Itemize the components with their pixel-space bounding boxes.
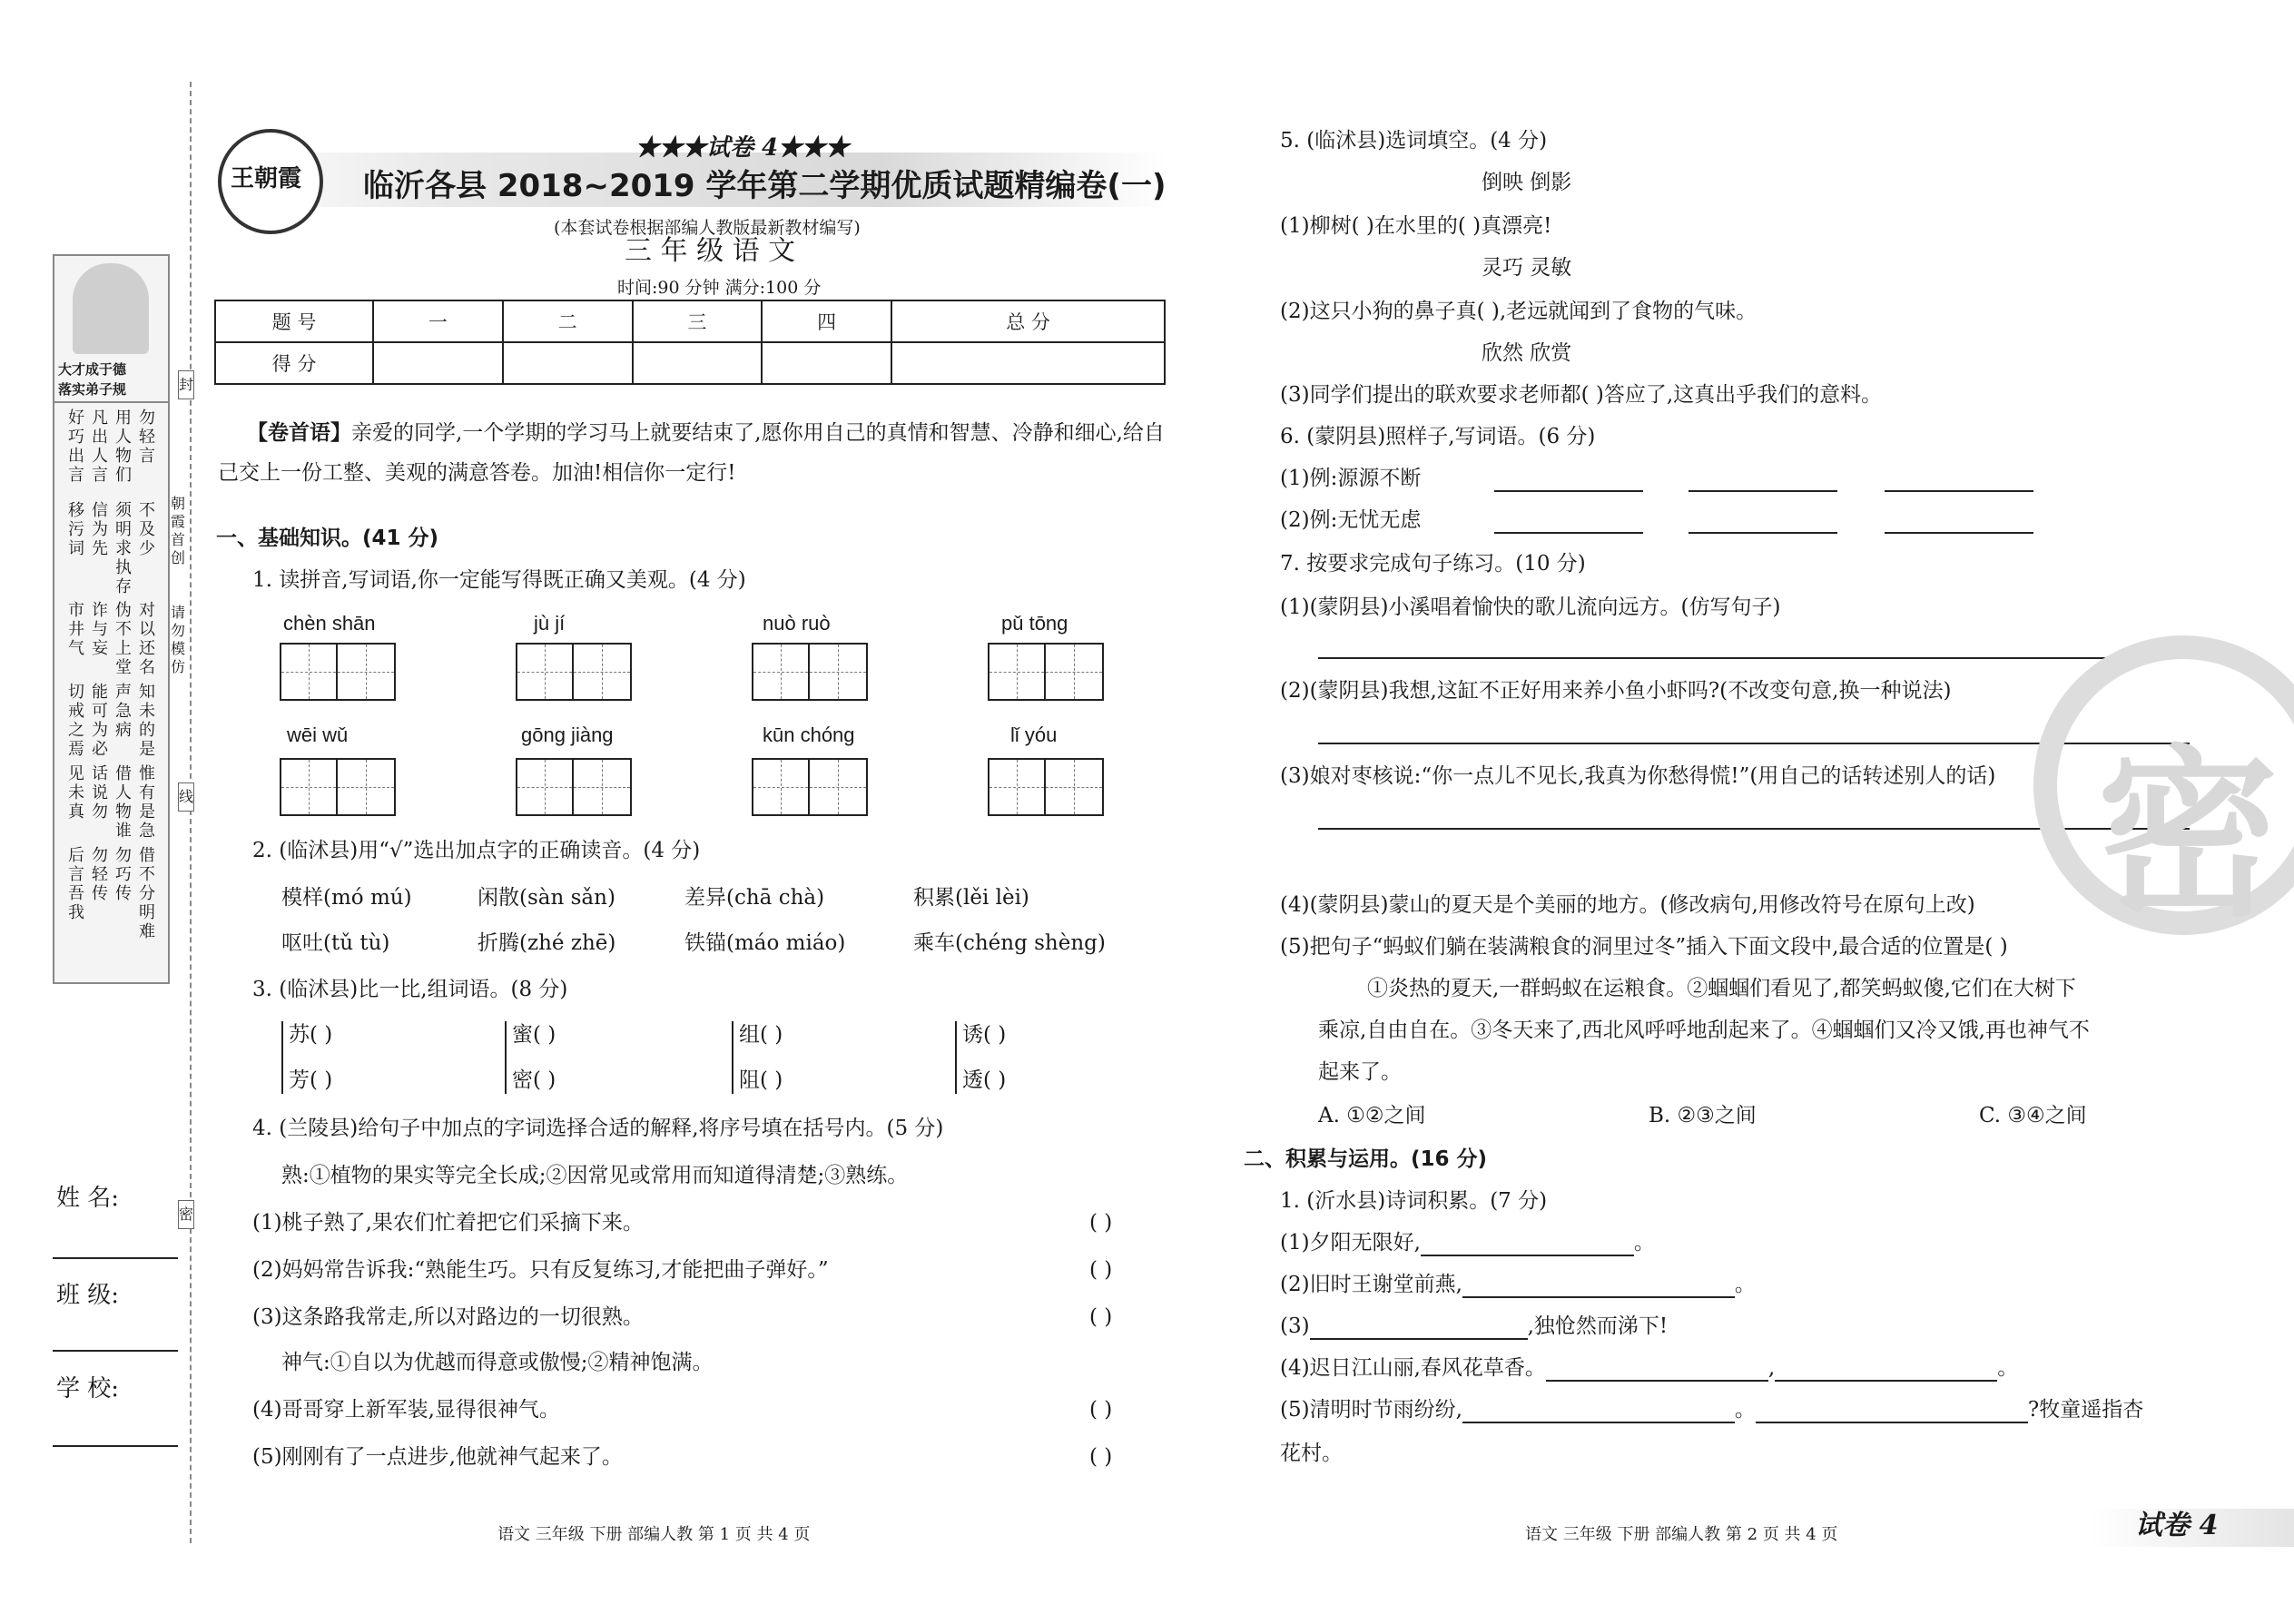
score-cell[interactable] [762, 342, 891, 384]
q6-example: (1)例:源源不断 [1280, 467, 1422, 490]
proverb-col: 后言吾我 [68, 846, 84, 922]
poem-line-3 [1280, 1313, 1668, 1340]
q2-option[interactable]: 模样(mó mú) [281, 886, 412, 910]
class-field[interactable] [53, 1350, 178, 1352]
tian-grid[interactable] [516, 643, 632, 701]
pinyin-label: pǔ tōng [1001, 612, 1068, 635]
tian-grid[interactable] [752, 643, 868, 701]
score-table [214, 300, 1166, 385]
q3-item[interactable]: 阻( ) [739, 1068, 783, 1092]
proverb-col: 借不分明难 [139, 846, 155, 941]
intro-label: 【卷首语】 [247, 420, 351, 445]
q5-sentence: (3)同学们提出的联欢要求老师都( )答应了,这真出乎我们的意料。 [1280, 383, 1883, 407]
poem-text: (2)旧时王谢堂前燕, [1280, 1273, 1462, 1296]
q3-item[interactable]: 蜜( ) [512, 1023, 556, 1047]
q4-item: (1)桃子熟了,果农们忙着把它们采摘下来。 [252, 1211, 644, 1235]
proverb-col: 移污词 [68, 501, 84, 558]
proverb-col: 用人物们 [115, 408, 132, 485]
q3-item[interactable]: 芳( ) [289, 1068, 333, 1092]
score-header: 四 [762, 300, 891, 342]
footer-left: 语文 三年级 下册 部编人教 第 1 页 共 4 页 [497, 1525, 811, 1544]
pinyin-label: gōng jiàng [521, 723, 614, 746]
poem-text: 。 [1734, 1398, 1756, 1422]
tian-grid[interactable] [988, 643, 1104, 701]
proverb-col: 凡出人言 [92, 408, 108, 485]
paper-number: ★★★试卷 4★★★ [635, 134, 850, 162]
q6-example: (2)例:无忧无虑 [1280, 508, 1422, 532]
q8-prompt: 1. (沂水县)诗词积累。(7 分) [1280, 1189, 1548, 1213]
pinyin-label: lǐ yóu [1010, 723, 1058, 746]
poem-line-1 [1280, 1229, 1655, 1256]
q6-answer-line[interactable] [1494, 490, 1643, 492]
proverb-col: 惟有是急 [139, 764, 155, 841]
answer-paren[interactable]: ( ) [1089, 1211, 1113, 1235]
score-header: 总 分 [891, 300, 1165, 342]
q4-prompt: 4. (兰陵县)给句子中加点的字词选择合适的解释,将序号填在括号内。(5 分) [252, 1117, 944, 1140]
q7-passage: 起来了。 [1318, 1060, 1402, 1084]
seal-note-1: 朝霞首创 [171, 495, 186, 566]
q7-passage: 乘凉,自由自在。③冬天来了,西北风呼呼地刮起来了。④蝈蝈们又冷又饿,再也神气不 [1318, 1019, 2090, 1042]
poem-text: 。 [1734, 1273, 1756, 1296]
q6-prompt: 6. (蒙阴县)照样子,写词语。(6 分) [1280, 425, 1596, 448]
mascot-image [73, 263, 149, 354]
q2-option[interactable]: 乘车(chéng shèng) [913, 931, 1106, 955]
q2-option[interactable]: 铁锚(máo miáo) [684, 931, 846, 955]
poem-text: (5)清明时节雨纷纷, [1280, 1398, 1462, 1422]
q4-item: (5)刚刚有了一点进步,他就神气起来了。 [252, 1445, 623, 1469]
q7-option[interactable]: B. ②③之间 [1649, 1104, 1757, 1127]
poem-line-4 [1280, 1354, 2018, 1382]
score-header: 题 号 [215, 300, 373, 342]
score-header: 二 [503, 300, 633, 342]
q7-answer-line[interactable] [1318, 657, 2190, 659]
q2-option[interactable]: 呕吐(tǔ tù) [281, 931, 390, 955]
poem-blank[interactable] [1462, 1422, 1735, 1423]
poem-blank[interactable] [1775, 1380, 1997, 1382]
intro-text: 亲爱的同学,一个学期的学习马上就要结束了,愿你用自己的真情和智慧、冷静和细心,给自 [351, 421, 1165, 445]
q3-prompt: 3. (临沭县)比一比,组词语。(8 分) [252, 978, 568, 1001]
logo-text: 王朝霞 [231, 165, 302, 192]
poem-blank[interactable] [1421, 1255, 1634, 1256]
footer-right: 语文 三年级 下册 部编人教 第 2 页 共 4 页 [1525, 1525, 1838, 1544]
proverb-col: 信为先 [92, 501, 108, 558]
intro-text-2: 己交上一份工整、美观的满意答卷。加油!相信你一定行! [218, 461, 736, 485]
q7-item: (5)把句子“蚂蚁们躺在装满粮食的洞里过冬”插入下面文段中,最合适的位置是( ) [1280, 935, 2008, 959]
section-1-heading: 一、基础知识。(41 分) [216, 527, 439, 550]
q5-choices: 欣然 欣赏 [1482, 341, 1572, 365]
q3-item[interactable]: 透( ) [962, 1068, 1007, 1092]
q4-item: (2)妈妈常告诉我:“熟能生巧。只有反复练习,才能把曲子弹好。” [252, 1258, 829, 1282]
q3-pair [732, 1021, 783, 1094]
proverb-col: 不及少 [139, 501, 155, 558]
proverb-col: 知未的是 [139, 683, 155, 759]
logo-emblem [218, 129, 323, 234]
tian-grid[interactable] [988, 758, 1104, 816]
q3-item[interactable]: 诱( ) [962, 1023, 1007, 1047]
q3-pair [281, 1021, 332, 1094]
q4-item: (4)哥哥穿上新军装,显得很神气。 [252, 1398, 560, 1422]
q3-pair [505, 1021, 556, 1094]
q7-option[interactable]: C. ③④之间 [1979, 1104, 2087, 1127]
poem-line-2 [1280, 1271, 1756, 1298]
q6-answer-line[interactable] [1885, 490, 2033, 492]
q4-definition: 神气:①自以为优越而得意或傲慢;②精神饱满。 [281, 1351, 714, 1374]
q2-option[interactable]: 积累(lěi lèi) [913, 886, 1029, 910]
q3-item[interactable]: 组( ) [739, 1023, 783, 1047]
q3-item[interactable]: 苏( ) [289, 1023, 333, 1047]
score-cell[interactable] [891, 342, 1165, 384]
name-field[interactable] [53, 1257, 178, 1259]
school-label: 学 校: [56, 1375, 120, 1403]
q7-item: (1)(蒙阴县)小溪唱着愉快的歌儿流向远方。(仿写句子) [1280, 595, 1781, 619]
sidebar-panel [53, 254, 170, 984]
poem-line-5b: 花村。 [1280, 1442, 1343, 1465]
q2-option[interactable]: 差异(chā chà) [684, 886, 825, 910]
q6-answer-line[interactable] [1885, 532, 2033, 534]
proverb-col: 声急病 [115, 683, 132, 740]
proverb-col: 切戒之焉 [68, 683, 84, 759]
score-header: 三 [633, 300, 763, 342]
tian-grid[interactable] [280, 758, 396, 816]
poem-text: (4)迟日江山丽,春风花草香。 [1280, 1356, 1546, 1380]
pinyin-label: kūn chóng [763, 723, 855, 746]
section-2-heading: 二、积累与运用。(16 分) [1244, 1147, 1488, 1171]
poem-text: (3) [1280, 1314, 1310, 1338]
proverb-col: 见未真 [68, 764, 84, 822]
time-score: 时间:90 分钟 满分:100 分 [617, 278, 822, 298]
answer-paren[interactable]: ( ) [1089, 1305, 1113, 1329]
score-label: 得 分 [215, 342, 373, 384]
q6-answer-line[interactable] [1689, 490, 1837, 492]
q7-item: (4)(蒙阴县)蒙山的夏天是个美丽的地方。(修改病句,用修改符号在原句上改) [1280, 893, 1975, 917]
q5-prompt: 5. (临沭县)选词填空。(4 分) [1280, 129, 1548, 153]
exam-subtitle: (本套试卷根据部编人教版最新教材编写) [554, 218, 861, 238]
tian-grid[interactable] [752, 758, 868, 816]
poem-text: ?牧童遥指杏 [2027, 1398, 2144, 1422]
q5-sentence: (1)柳树( )在水里的( )真漂亮! [1280, 214, 1552, 238]
intro [247, 419, 1165, 447]
proverb-col: 话说勿 [92, 764, 108, 822]
q2-prompt: 2. (临沭县)用“√”选出加点字的正确读音。(4 分) [252, 839, 701, 862]
poem-text: ,独怆然而涕下! [1527, 1314, 1669, 1338]
answer-paren[interactable]: ( ) [1089, 1445, 1113, 1469]
pinyin-label: chèn shān [283, 612, 376, 635]
q4-item: (3)这条路我常走,所以对路边的一切很熟。 [252, 1305, 644, 1329]
tian-grid[interactable] [280, 643, 396, 701]
q4-definition: 熟:①植物的果实等完全长成;②因常见或常用而知道得清楚;③熟练。 [281, 1164, 909, 1187]
poem-text: 。 [1633, 1231, 1655, 1255]
q5-sentence: (2)这只小狗的鼻子真( ),老远就闻到了食物的气味。 [1280, 300, 1757, 323]
tian-grid[interactable] [516, 758, 632, 816]
q5-choices: 倒映 倒影 [1482, 171, 1572, 194]
school-field[interactable] [53, 1445, 178, 1447]
poem-blank[interactable] [1546, 1380, 1768, 1382]
q7-passage: ①炎热的夏天,一群蚂蚁在运粮食。②蝈蝈们看见了,都笑蚂蚁傻,它们在大树下 [1367, 977, 2076, 1000]
seal-note-2: 请勿模仿 [171, 604, 186, 675]
proverb-col: 须明求执存 [115, 501, 132, 596]
q7-item: (2)(蒙阴县)我想,这缸不正好用来养小鱼小虾吗?(不改变句意,换一种说法) [1280, 679, 1952, 703]
q7-prompt: 7. 按要求完成句子练习。(10 分) [1280, 552, 1586, 576]
q7-option[interactable]: A. ①②之间 [1318, 1104, 1426, 1127]
score-header: 一 [373, 300, 503, 342]
poem-blank[interactable] [1310, 1338, 1528, 1340]
poem-text: , [1767, 1356, 1776, 1380]
q5-choices: 灵巧 灵敏 [1482, 256, 1572, 280]
answer-paren[interactable]: ( ) [1089, 1258, 1113, 1282]
exam-title: 临沂各县 2018~2019 学年第二学期优质试题精编卷(一) [363, 168, 1167, 204]
pinyin-label: nuò ruò [763, 612, 831, 635]
seal-mark-1: 封 [178, 370, 194, 399]
proverb-col: 伪不上堂 [115, 601, 132, 677]
corner-label: 试卷 4 [2135, 1510, 2219, 1541]
seal-mark-2: 线 [178, 782, 194, 812]
proverb-col: 勿巧传 [115, 846, 132, 903]
poem-blank[interactable] [1756, 1422, 2028, 1423]
q7-item: (3)娘对枣核说:“你一点儿不见长,我真为你愁得慌!”(用自己的话转述别人的话) [1280, 764, 1996, 788]
seal-mark-3: 密 [178, 1200, 194, 1229]
q2-option[interactable]: 闲散(sàn sǎn) [478, 886, 615, 910]
proverb-col: 好巧出言 [68, 408, 84, 485]
proverb-col: 借人物谁 [115, 764, 132, 841]
score-cell[interactable] [503, 342, 633, 384]
q2-option[interactable]: 折腾(zhé zhē) [478, 931, 616, 955]
subject-title: 三 年 级 语 文 [625, 235, 796, 267]
poem-text: (1)夕阳无限好, [1280, 1231, 1421, 1255]
q6-answer-line[interactable] [1689, 532, 1837, 534]
poem-blank[interactable] [1462, 1296, 1735, 1298]
name-label: 姓 名: [56, 1185, 120, 1212]
q6-answer-line[interactable] [1494, 532, 1643, 534]
proverb-col: 勿轻传 [92, 846, 108, 903]
proverb-col: 能可为必 [92, 683, 108, 759]
q3-item[interactable]: 密( ) [512, 1068, 556, 1092]
q1-prompt: 1. 读拼音,写词语,你一定能写得既正确又美观。(4 分) [252, 568, 746, 592]
poem-text: 。 [1997, 1356, 2019, 1380]
proverb-col: 勿轻言 [139, 408, 155, 466]
binding-dashed-line [190, 82, 192, 1543]
answer-paren[interactable]: ( ) [1089, 1398, 1113, 1422]
pinyin-label: wēi wǔ [287, 723, 349, 746]
poem-line-5 [1280, 1396, 2143, 1423]
q3-pair [955, 1021, 1006, 1094]
proverb-col: 诈与妄 [92, 601, 108, 658]
stamp-glyph: 密 [2097, 730, 2279, 941]
slogan-1: 大才成于德 [58, 361, 127, 378]
slogan-2: 落实弟子规 [58, 381, 127, 398]
proverb-col: 市井气 [68, 601, 84, 658]
class-label: 班 级: [56, 1282, 120, 1309]
pinyin-label: jù jí [534, 612, 566, 635]
proverb-col: 对以还名 [139, 601, 155, 677]
score-cell[interactable] [373, 342, 503, 384]
score-cell[interactable] [633, 342, 763, 384]
